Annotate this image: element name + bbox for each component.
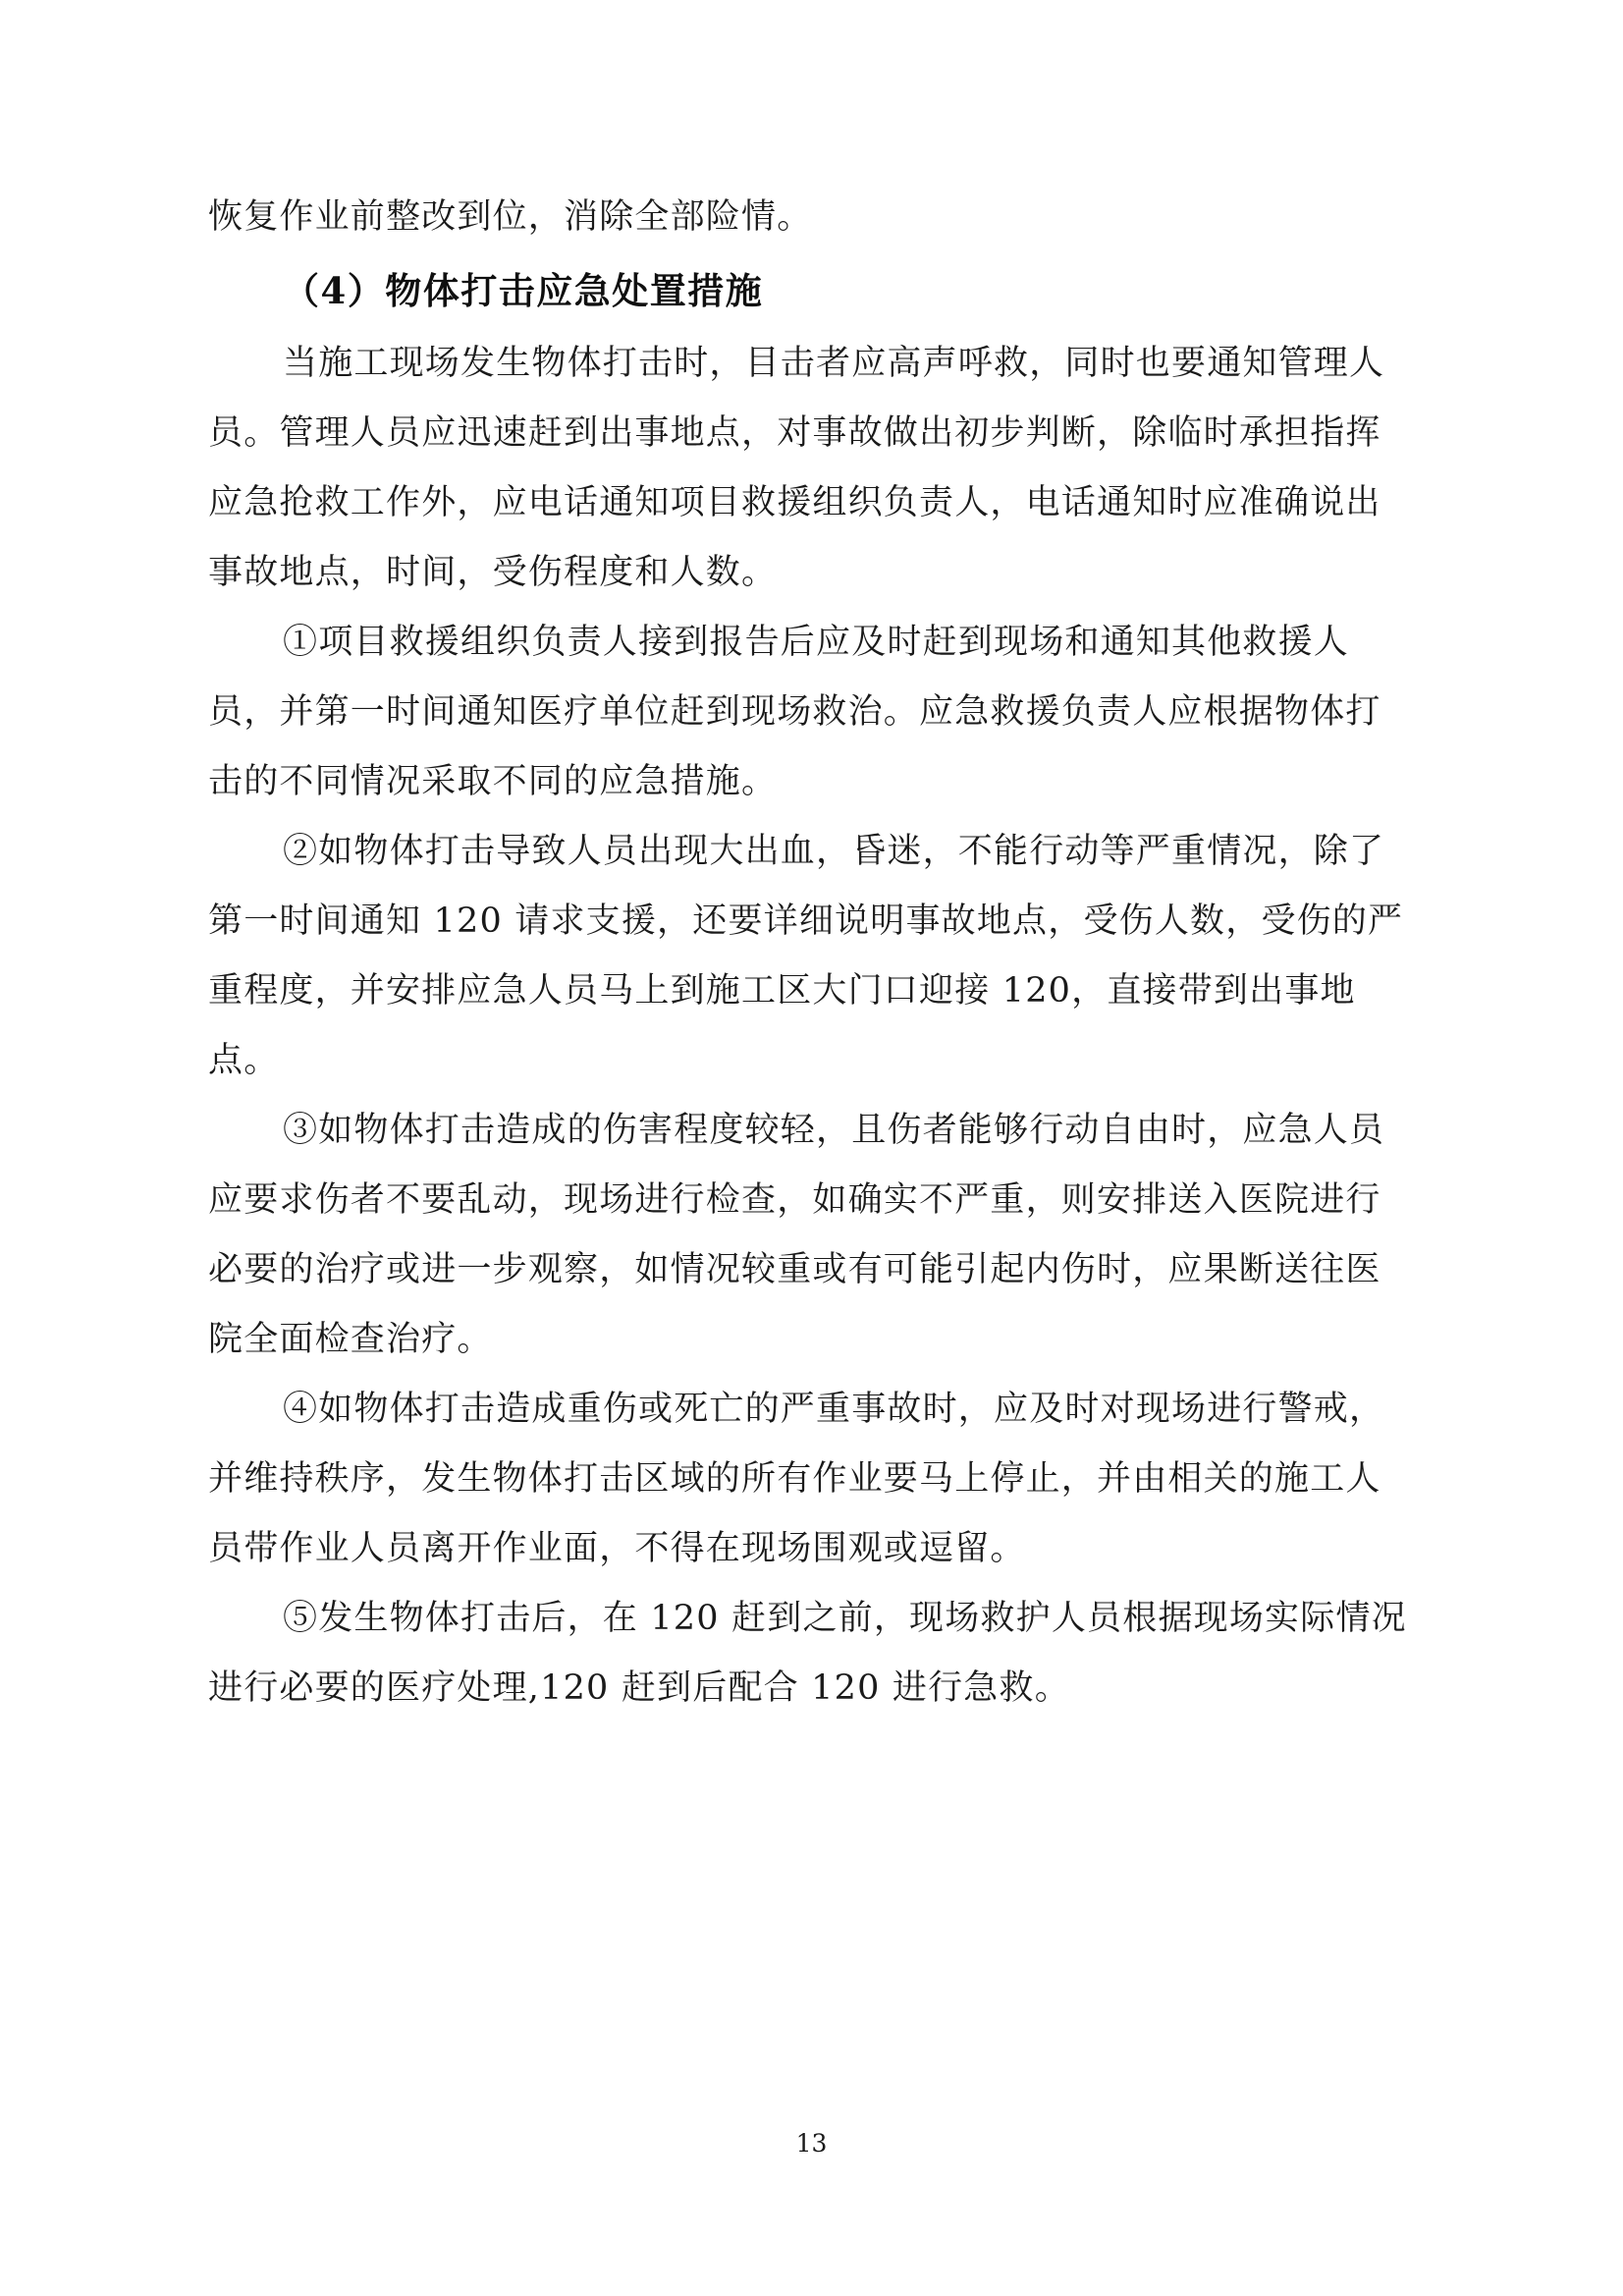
document-body xyxy=(208,183,1408,1723)
page-number: 13 xyxy=(795,2129,828,2158)
paragraph-item-1: ①项目救援组织负责人接到报告后应及时赶到现场和通知其他救援人员，并第一时间通知医疗单位赶到现场救治。应急救援负责人应根据物体打击的不同情况采取不同的应急措施。 xyxy=(208,623,1381,801)
paragraph-item-2: ②如物体打击导致人员出现大出血，昏迷，不能行动等严重情况，除了第一时间通知 120 请求支援，还要详细说明事故地点，受伤人数，受伤的严重程度，并安排应急人员马上到施工区大门口迎接 120，直接带到出事地点。 xyxy=(208,832,1404,1080)
paragraph-item-5: ⑤发生物体打击后，在 120 赶到之前，现场救护人员根据现场实际情况进行必要的医疗处理,120 赶到后配合 120 进行急救。 xyxy=(208,1599,1407,1708)
paragraph-item-4: ④如物体打击造成重伤或死亡的严重事故时，应及时对现场进行警戒，并维持秩序，发生物体打击区域的所有作业要马上停止，并由相关的施工人员带作业人员离开作业面，不得在现场围观或逗留。 xyxy=(208,1390,1385,1568)
paragraph-continuation: 恢复作业前整改到位，消除全部险情。 xyxy=(208,197,813,237)
paragraph-intro: 当施工现场发生物体打击时，目击者应高声呼救，同时也要通知管理人员。管理人员应迅速赶到出事地点，对事故做出初步判断，除临时承担指挥应急抢救工作外，应电话通知项目救援组织负责人，电话通知时应准确说出事故地点，时间，受伤程度和人数。 xyxy=(208,344,1385,592)
section-heading: （4）物体打击应急处置措施 xyxy=(283,269,764,312)
paragraph-item-3: ③如物体打击造成的伤害程度较轻，且伤者能够行动自由时，应急人员应要求伤者不要乱动，现场进行检查，如确实不严重，则安排送入医院进行必要的治疗或进一步观察，如情况较重或有可能引起内伤时，应果断送往医院全面检查治疗。 xyxy=(208,1111,1385,1359)
